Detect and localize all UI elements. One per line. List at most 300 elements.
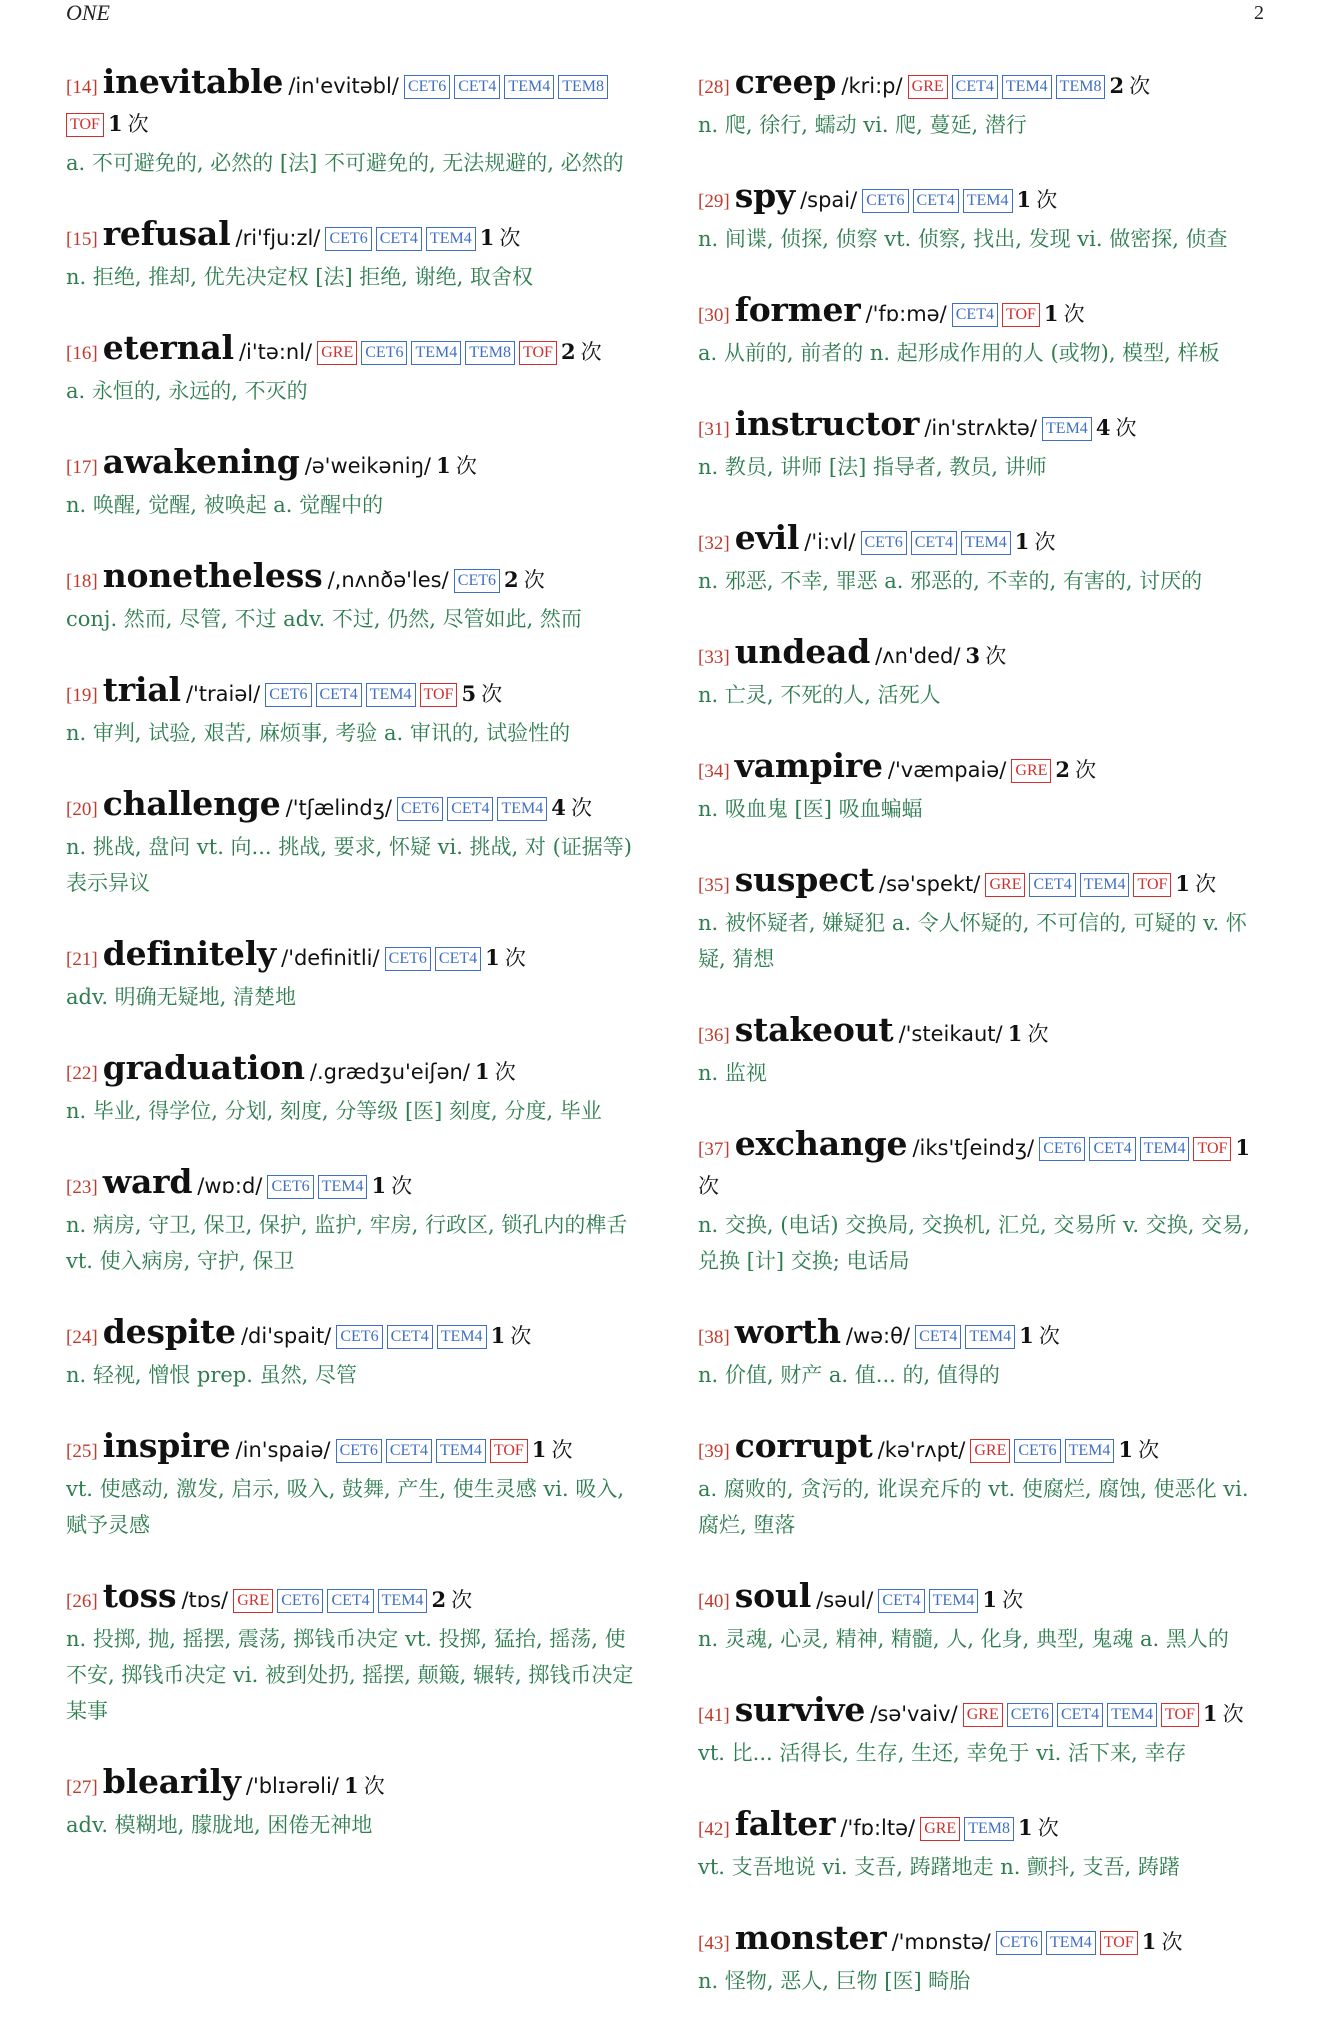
headword-line — [66, 1050, 640, 1092]
headword-line — [698, 520, 1270, 562]
exam-tag: CET4 — [952, 303, 998, 327]
pronunciation: /'steikaut/ — [898, 1022, 1003, 1046]
entry-index: [28] — [698, 77, 730, 98]
headword-line — [698, 862, 1270, 904]
exam-tag: TOF — [420, 683, 458, 707]
headword-line — [698, 1428, 1270, 1470]
definition: adv. 模糊地, 朦胧地, 困倦无神地 — [66, 1813, 373, 1837]
vocab-entry — [66, 1764, 640, 1843]
headword: creep — [734, 62, 837, 101]
headword: blearily — [102, 1762, 241, 1801]
exam-tag: CET4 — [915, 1325, 961, 1349]
headword-line — [66, 330, 640, 372]
entry-index: [22] — [66, 1063, 98, 1084]
exam-tag: CET6 — [996, 1931, 1042, 1955]
definition: n. 交换, (电话) 交换局, 交换机, 汇兑, 交易所 v. 交换, 交易, 兑换 [计] 交换; 电话局 — [698, 1213, 1250, 1273]
pronunciation: /iks'tʃeindʒ/ — [912, 1136, 1035, 1160]
headword-line — [66, 786, 640, 828]
occurrence-count: 1 — [1141, 1929, 1157, 1954]
entry-index: [15] — [66, 229, 98, 250]
entry-index: [36] — [698, 1025, 730, 1046]
occurrence-count: 4 — [551, 795, 566, 820]
occurrence-count: 3 — [965, 643, 981, 668]
entry-index: [32] — [698, 533, 730, 554]
pronunciation: /in'spaiə/ — [235, 1438, 331, 1462]
entry-index: [27] — [66, 1777, 98, 1798]
vocab-entry — [698, 292, 1270, 371]
exam-tag: CET4 — [387, 1325, 433, 1349]
vocab-entry — [66, 216, 640, 295]
exam-tag: GRE — [963, 1703, 1003, 1727]
occurrence-count: 2 — [431, 1587, 447, 1612]
definition: n. 亡灵, 不死的人, 活死人 — [698, 683, 941, 707]
headword: toss — [102, 1576, 177, 1615]
exam-tag: TOF — [490, 1439, 528, 1463]
vocab-entry — [66, 558, 640, 637]
headword-line — [66, 444, 640, 486]
occurrence-unit: 次 — [698, 1174, 719, 1198]
headword-line — [66, 936, 640, 978]
headword: suspect — [734, 860, 874, 899]
entry-index: [24] — [66, 1327, 98, 1348]
exam-tag: GRE — [985, 873, 1025, 897]
occurrence-count: 1 — [485, 945, 500, 970]
vocab-entry — [698, 1578, 1270, 1657]
pronunciation: /'fɒ:ltə/ — [840, 1816, 916, 1840]
occurrence-count: 1 — [531, 1437, 547, 1462]
definition: vt. 使感动, 激发, 启示, 吸入, 鼓舞, 产生, 使生灵感 vi. 吸入, 赋予灵感 — [66, 1477, 625, 1537]
definition: n. 价值, 财产 a. 值... 的, 值得的 — [698, 1363, 1000, 1387]
vocab-entry — [66, 1314, 640, 1393]
definition: n. 监视 — [698, 1061, 767, 1085]
exam-tag: TEM8 — [465, 341, 515, 365]
entry-index: [17] — [66, 457, 98, 478]
right-column — [698, 64, 1270, 2034]
occurrence-unit: 次 — [1222, 1702, 1244, 1726]
occurrence-unit: 次 — [391, 1174, 413, 1198]
exam-tag: TEM4 — [929, 1589, 979, 1613]
headword: falter — [734, 1804, 836, 1843]
pronunciation: /wə:θ/ — [845, 1324, 911, 1348]
headword: soul — [734, 1576, 812, 1615]
exam-tag: TEM4 — [504, 75, 554, 99]
pronunciation: /spai/ — [800, 188, 858, 212]
definition: n. 毕业, 得学位, 分划, 刻度, 分等级 [医] 刻度, 分度, 毕业 — [66, 1099, 602, 1123]
entry-index: [31] — [698, 419, 730, 440]
occurrence-count: 1 — [107, 111, 123, 136]
headword: definitely — [102, 934, 277, 973]
vocab-entry — [698, 1692, 1270, 1771]
exam-tag: TEM4 — [1107, 1703, 1157, 1727]
occurrence-count: 2 — [503, 567, 519, 592]
pronunciation: /i'tə:nl/ — [238, 340, 313, 364]
exam-tag: CET4 — [952, 75, 998, 99]
headword: exchange — [734, 1124, 908, 1163]
occurrence-unit: 次 — [481, 682, 503, 706]
headword-line — [698, 634, 1270, 676]
definition: n. 灵魂, 心灵, 精神, 精髓, 人, 化身, 典型, 鬼魂 a. 黑人的 — [698, 1627, 1229, 1651]
occurrence-unit: 次 — [1027, 1022, 1049, 1046]
headword-line — [66, 216, 640, 258]
definition: n. 投掷, 抛, 摇摆, 震荡, 掷钱币决定 vt. 投掷, 猛抬, 摇荡, 使不安, 掷钱币决定 vi. 被到处扔, 摇摆, 颠簸, 辗转, 掷钱币决定某事 — [66, 1627, 634, 1723]
definition: a. 永恒的, 永远的, 不灭的 — [66, 379, 308, 403]
vocab-entry — [66, 672, 640, 751]
vocab-entry — [698, 1920, 1270, 1999]
occurrence-unit: 次 — [1075, 758, 1097, 782]
headword-line — [698, 406, 1270, 448]
entry-index: [29] — [698, 191, 730, 212]
occurrence-unit: 次 — [1115, 416, 1137, 440]
exam-tag: TEM4 — [378, 1589, 428, 1613]
occurrence-unit: 次 — [580, 340, 602, 364]
occurrence-count: 1 — [479, 225, 495, 250]
pronunciation: /in'strʌktə/ — [924, 416, 1037, 440]
entry-index: [26] — [66, 1591, 98, 1612]
pronunciation: /.grædʒu'eiʃən/ — [309, 1060, 470, 1084]
exam-tag: GRE — [970, 1439, 1010, 1463]
headword: vampire — [734, 746, 883, 785]
exam-tag: CET6 — [336, 1439, 382, 1463]
definition: n. 间谍, 侦探, 侦察 vt. 侦察, 找出, 发现 vi. 做密探, 侦查 — [698, 227, 1228, 251]
pronunciation: /sə'spekt/ — [879, 872, 981, 896]
entry-index: [41] — [698, 1705, 730, 1726]
exam-tag: GRE — [908, 75, 948, 99]
vocab-entry — [698, 178, 1270, 257]
pronunciation: /ri'fju:zl/ — [235, 226, 321, 250]
definition: n. 邪恶, 不幸, 罪恶 a. 邪恶的, 不幸的, 有害的, 讨厌的 — [698, 569, 1203, 593]
headword: former — [734, 290, 861, 329]
headword: monster — [734, 1918, 887, 1957]
vocab-entry — [66, 1164, 640, 1279]
exam-tag: CET6 — [1039, 1137, 1085, 1161]
pronunciation: /tɒs/ — [181, 1588, 229, 1612]
occurrence-unit: 次 — [494, 1060, 516, 1084]
occurrence-count: 1 — [982, 1587, 998, 1612]
pronunciation: /ə'weikəniŋ/ — [304, 454, 431, 478]
exam-tag: GRE — [233, 1589, 273, 1613]
entry-index: [40] — [698, 1591, 730, 1612]
occurrence-unit: 次 — [1034, 530, 1056, 554]
occurrence-count: 2 — [1055, 757, 1071, 782]
definition: n. 吸血鬼 [医] 吸血蝙蝠 — [698, 797, 923, 821]
occurrence-count: 1 — [1007, 1021, 1023, 1046]
occurrence-unit: 次 — [363, 1774, 385, 1798]
exam-tag: CET4 — [1029, 873, 1075, 897]
exam-tag: CET4 — [913, 189, 959, 213]
exam-tag: TEM4 — [963, 189, 1013, 213]
pronunciation: /səul/ — [816, 1588, 874, 1612]
definition: adv. 明确无疑地, 清楚地 — [66, 985, 297, 1009]
exam-tag: TEM4 — [1140, 1137, 1190, 1161]
exam-tag: CET6 — [1007, 1703, 1053, 1727]
entry-index: [25] — [66, 1441, 98, 1462]
definition: a. 从前的, 前者的 n. 起形成作用的人 (或物), 模型, 样板 — [698, 341, 1220, 365]
exam-tag: CET4 — [447, 797, 493, 821]
definition: n. 审判, 试验, 艰苦, 麻烦事, 考验 a. 审讯的, 试验性的 — [66, 721, 571, 745]
occurrence-unit: 次 — [499, 226, 521, 250]
entry-index: [42] — [698, 1819, 730, 1840]
headword-line — [66, 1314, 640, 1356]
exam-tag: CET6 — [861, 531, 907, 555]
headword: trial — [102, 670, 181, 709]
exam-tag: TOF — [1100, 1931, 1138, 1955]
exam-tag: CET4 — [376, 227, 422, 251]
entry-index: [37] — [698, 1139, 730, 1160]
vocab-entry — [66, 1428, 640, 1543]
headword: ward — [102, 1162, 193, 1201]
exam-tag: CET6 — [404, 75, 450, 99]
running-head-title: ONE — [66, 0, 110, 25]
entry-index: [30] — [698, 305, 730, 326]
exam-tag: TEM4 — [411, 341, 461, 365]
headword: awakening — [102, 442, 300, 481]
entry-index: [18] — [66, 571, 98, 592]
headword-line — [698, 64, 1270, 106]
occurrence-count: 5 — [461, 681, 477, 706]
entry-index: [35] — [698, 875, 730, 896]
occurrence-count: 1 — [1175, 871, 1191, 896]
vocab-entry — [66, 786, 640, 901]
occurrence-count: 1 — [1202, 1701, 1218, 1726]
exam-tag: TEM4 — [436, 1439, 486, 1463]
occurrence-unit: 次 — [510, 1324, 532, 1348]
definition: a. 不可避免的, 必然的 [法] 不可避免的, 无法规避的, 必然的 — [66, 151, 624, 175]
headword: inspire — [102, 1426, 231, 1465]
exam-tag: CET4 — [878, 1589, 924, 1613]
occurrence-count: 1 — [1016, 187, 1032, 212]
headword: evil — [734, 518, 800, 557]
page-number: 2 — [1254, 2, 1264, 24]
headword: undead — [734, 632, 871, 671]
vocab-entry — [698, 1126, 1270, 1279]
occurrence-unit: 次 — [1036, 188, 1058, 212]
entry-index: [39] — [698, 1441, 730, 1462]
headword-line — [698, 1920, 1270, 1962]
pronunciation: /'i:vl/ — [804, 530, 856, 554]
headword: nonetheless — [102, 556, 323, 595]
pronunciation: /di'spait/ — [240, 1324, 332, 1348]
vocab-entry — [698, 406, 1270, 485]
occurrence-unit: 次 — [1129, 74, 1151, 98]
entry-index: [21] — [66, 949, 98, 970]
headword-line — [698, 1012, 1270, 1054]
entry-index: [33] — [698, 647, 730, 668]
headword: spy — [734, 176, 795, 215]
headword: survive — [734, 1690, 866, 1729]
occurrence-unit: 次 — [451, 1588, 473, 1612]
exam-tag: CET4 — [386, 1439, 432, 1463]
occurrence-unit: 次 — [1063, 302, 1085, 326]
pronunciation: /'væmpaiə/ — [887, 758, 1007, 782]
occurrence-unit: 次 — [551, 1438, 573, 1462]
exam-tag: TOF — [519, 341, 557, 365]
definition: conj. 然而, 尽管, 不过 adv. 不过, 仍然, 尽管如此, 然而 — [66, 607, 582, 631]
headword-line — [66, 1428, 640, 1470]
occurrence-unit: 次 — [1138, 1438, 1160, 1462]
occurrence-count: 1 — [436, 453, 451, 478]
vocab-entry — [698, 64, 1270, 143]
vocab-entry — [698, 748, 1270, 827]
occurrence-count: 1 — [344, 1773, 359, 1798]
headword-line — [66, 1578, 640, 1620]
occurrence-count: 1 — [1118, 1437, 1133, 1462]
vocab-entry — [66, 64, 640, 181]
entry-index: [19] — [66, 685, 98, 706]
exam-tag: TEM4 — [965, 1325, 1015, 1349]
pronunciation: /,nʌnðə'les/ — [327, 568, 449, 592]
exam-tag: TOF — [1002, 303, 1040, 327]
pronunciation: /kri:p/ — [841, 74, 903, 98]
vocab-entry — [698, 634, 1270, 713]
exam-tag: CET6 — [277, 1589, 323, 1613]
exam-tag: CET4 — [316, 683, 362, 707]
occurrence-count: 1 — [1235, 1135, 1251, 1160]
exam-tag: CET6 — [325, 227, 371, 251]
definition: n. 轻视, 憎恨 prep. 虽然, 尽管 — [66, 1363, 357, 1387]
pronunciation: /'blɪərəli/ — [245, 1774, 339, 1798]
pronunciation: /ʌn'ded/ — [875, 644, 961, 668]
pronunciation: /wɒ:d/ — [197, 1174, 263, 1198]
headword-line — [66, 1164, 640, 1206]
exam-tag: TEM4 — [426, 227, 476, 251]
exam-tag: GRE — [920, 1817, 960, 1841]
headword-line — [66, 1764, 640, 1806]
exam-tag: CET6 — [862, 189, 908, 213]
exam-tag: TEM8 — [964, 1817, 1014, 1841]
headword-line — [698, 1578, 1270, 1620]
exam-tag: CET4 — [1057, 1703, 1103, 1727]
headword: challenge — [102, 784, 281, 823]
occurrence-count: 1 — [1017, 1815, 1033, 1840]
vocab-entry — [698, 520, 1270, 599]
vocab-entry — [66, 1050, 640, 1129]
exam-tag: TEM4 — [1002, 75, 1052, 99]
vocab-entry — [698, 1012, 1270, 1091]
exam-tag: GRE — [1011, 759, 1051, 783]
definition: n. 被怀疑者, 嫌疑犯 a. 令人怀疑的, 不可信的, 可疑的 v. 怀疑, 猜想 — [698, 911, 1247, 971]
occurrence-unit: 次 — [504, 946, 526, 970]
headword-line — [698, 1692, 1270, 1734]
exam-tag: TEM4 — [366, 683, 416, 707]
occurrence-unit: 次 — [127, 112, 149, 136]
headword-line — [698, 1314, 1270, 1356]
exam-tag: CET4 — [435, 947, 481, 971]
exam-tag: CET6 — [1014, 1439, 1060, 1463]
definition: n. 唤醒, 觉醒, 被唤起 a. 觉醒中的 — [66, 493, 384, 517]
definition: vt. 支吾地说 vi. 支吾, 踌躇地走 n. 颤抖, 支吾, 踌躇 — [698, 1855, 1180, 1879]
occurrence-unit: 次 — [1195, 872, 1217, 896]
exam-tag: CET6 — [336, 1325, 382, 1349]
exam-tag: TOF — [1193, 1137, 1231, 1161]
occurrence-count: 2 — [1109, 73, 1125, 98]
headword: corrupt — [734, 1426, 873, 1465]
headword-line — [66, 64, 640, 144]
exam-tag: CET6 — [267, 1175, 313, 1199]
definition: n. 爬, 徐行, 蠕动 vi. 爬, 蔓延, 潜行 — [698, 113, 1027, 137]
exam-tag: TOF — [66, 113, 104, 137]
entry-index: [34] — [698, 761, 730, 782]
occurrence-count: 1 — [1019, 1323, 1034, 1348]
exam-tag: TEM4 — [497, 797, 547, 821]
occurrence-unit: 次 — [1161, 1930, 1183, 1954]
definition: vt. 比... 活得长, 生存, 生还, 幸免于 vi. 活下来, 幸存 — [698, 1741, 1187, 1765]
exam-tag: TEM4 — [1080, 873, 1130, 897]
exam-tag: TEM8 — [1056, 75, 1106, 99]
headword-line — [698, 1126, 1270, 1206]
vocab-entry — [698, 862, 1270, 977]
entry-index: [43] — [698, 1933, 730, 1954]
headword: stakeout — [734, 1010, 894, 1049]
definition: n. 教员, 讲师 [法] 指导者, 教员, 讲师 — [698, 455, 1047, 479]
occurrence-count: 1 — [1043, 301, 1059, 326]
entry-index: [14] — [66, 77, 98, 98]
pronunciation: /'tʃælindʒ/ — [285, 796, 392, 820]
pronunciation: /in'evitəbl/ — [288, 74, 399, 98]
occurrence-unit: 次 — [455, 454, 477, 478]
exam-tag: CET4 — [1089, 1137, 1135, 1161]
exam-tag: CET4 — [454, 75, 500, 99]
exam-tag: TEM4 — [1042, 417, 1092, 441]
exam-tag: TEM4 — [1065, 1439, 1115, 1463]
entry-index: [38] — [698, 1327, 730, 1348]
vocab-entry — [66, 444, 640, 523]
exam-tag: CET6 — [265, 683, 311, 707]
left-column — [66, 64, 640, 1878]
headword-line — [698, 292, 1270, 334]
occurrence-count: 1 — [490, 1323, 506, 1348]
headword-line — [66, 672, 640, 714]
vocab-entry — [698, 1428, 1270, 1543]
occurrence-count: 1 — [1014, 529, 1030, 554]
exam-tag: CET6 — [454, 569, 500, 593]
headword: eternal — [102, 328, 234, 367]
exam-tag: CET4 — [327, 1589, 373, 1613]
headword: instructor — [734, 404, 920, 443]
vocab-entry — [66, 1578, 640, 1729]
occurrence-unit: 次 — [985, 644, 1007, 668]
occurrence-count: 4 — [1095, 415, 1111, 440]
pronunciation: /sə'vaiv/ — [870, 1702, 958, 1726]
occurrence-count: 1 — [371, 1173, 387, 1198]
exam-tag: CET6 — [397, 797, 443, 821]
exam-tag: GRE — [317, 341, 357, 365]
pronunciation: /'traiəl/ — [185, 682, 261, 706]
pronunciation: /'fɒ:mə/ — [865, 302, 947, 326]
occurrence-unit: 次 — [1037, 1816, 1059, 1840]
exam-tag: TOF — [1161, 1703, 1199, 1727]
headword-line — [66, 558, 640, 600]
headword: refusal — [102, 214, 231, 253]
entry-index: [23] — [66, 1177, 98, 1198]
exam-tag: CET4 — [911, 531, 957, 555]
exam-tag: CET6 — [385, 947, 431, 971]
headword: inevitable — [102, 62, 284, 101]
exam-tag: CET6 — [361, 341, 407, 365]
pronunciation: /'definitli/ — [281, 946, 380, 970]
headword: worth — [734, 1312, 841, 1351]
exam-tag: TEM4 — [437, 1325, 487, 1349]
pronunciation: /'mɒnstə/ — [891, 1930, 991, 1954]
occurrence-unit: 次 — [570, 796, 592, 820]
headword-line — [698, 1806, 1270, 1848]
entry-index: [16] — [66, 343, 98, 364]
vocab-entry — [698, 1314, 1270, 1393]
occurrence-unit: 次 — [1002, 1588, 1024, 1612]
exam-tag: TEM4 — [961, 531, 1011, 555]
exam-tag: TEM4 — [318, 1175, 368, 1199]
exam-tag: TEM8 — [558, 75, 608, 99]
pronunciation: /kə'rʌpt/ — [877, 1438, 966, 1462]
